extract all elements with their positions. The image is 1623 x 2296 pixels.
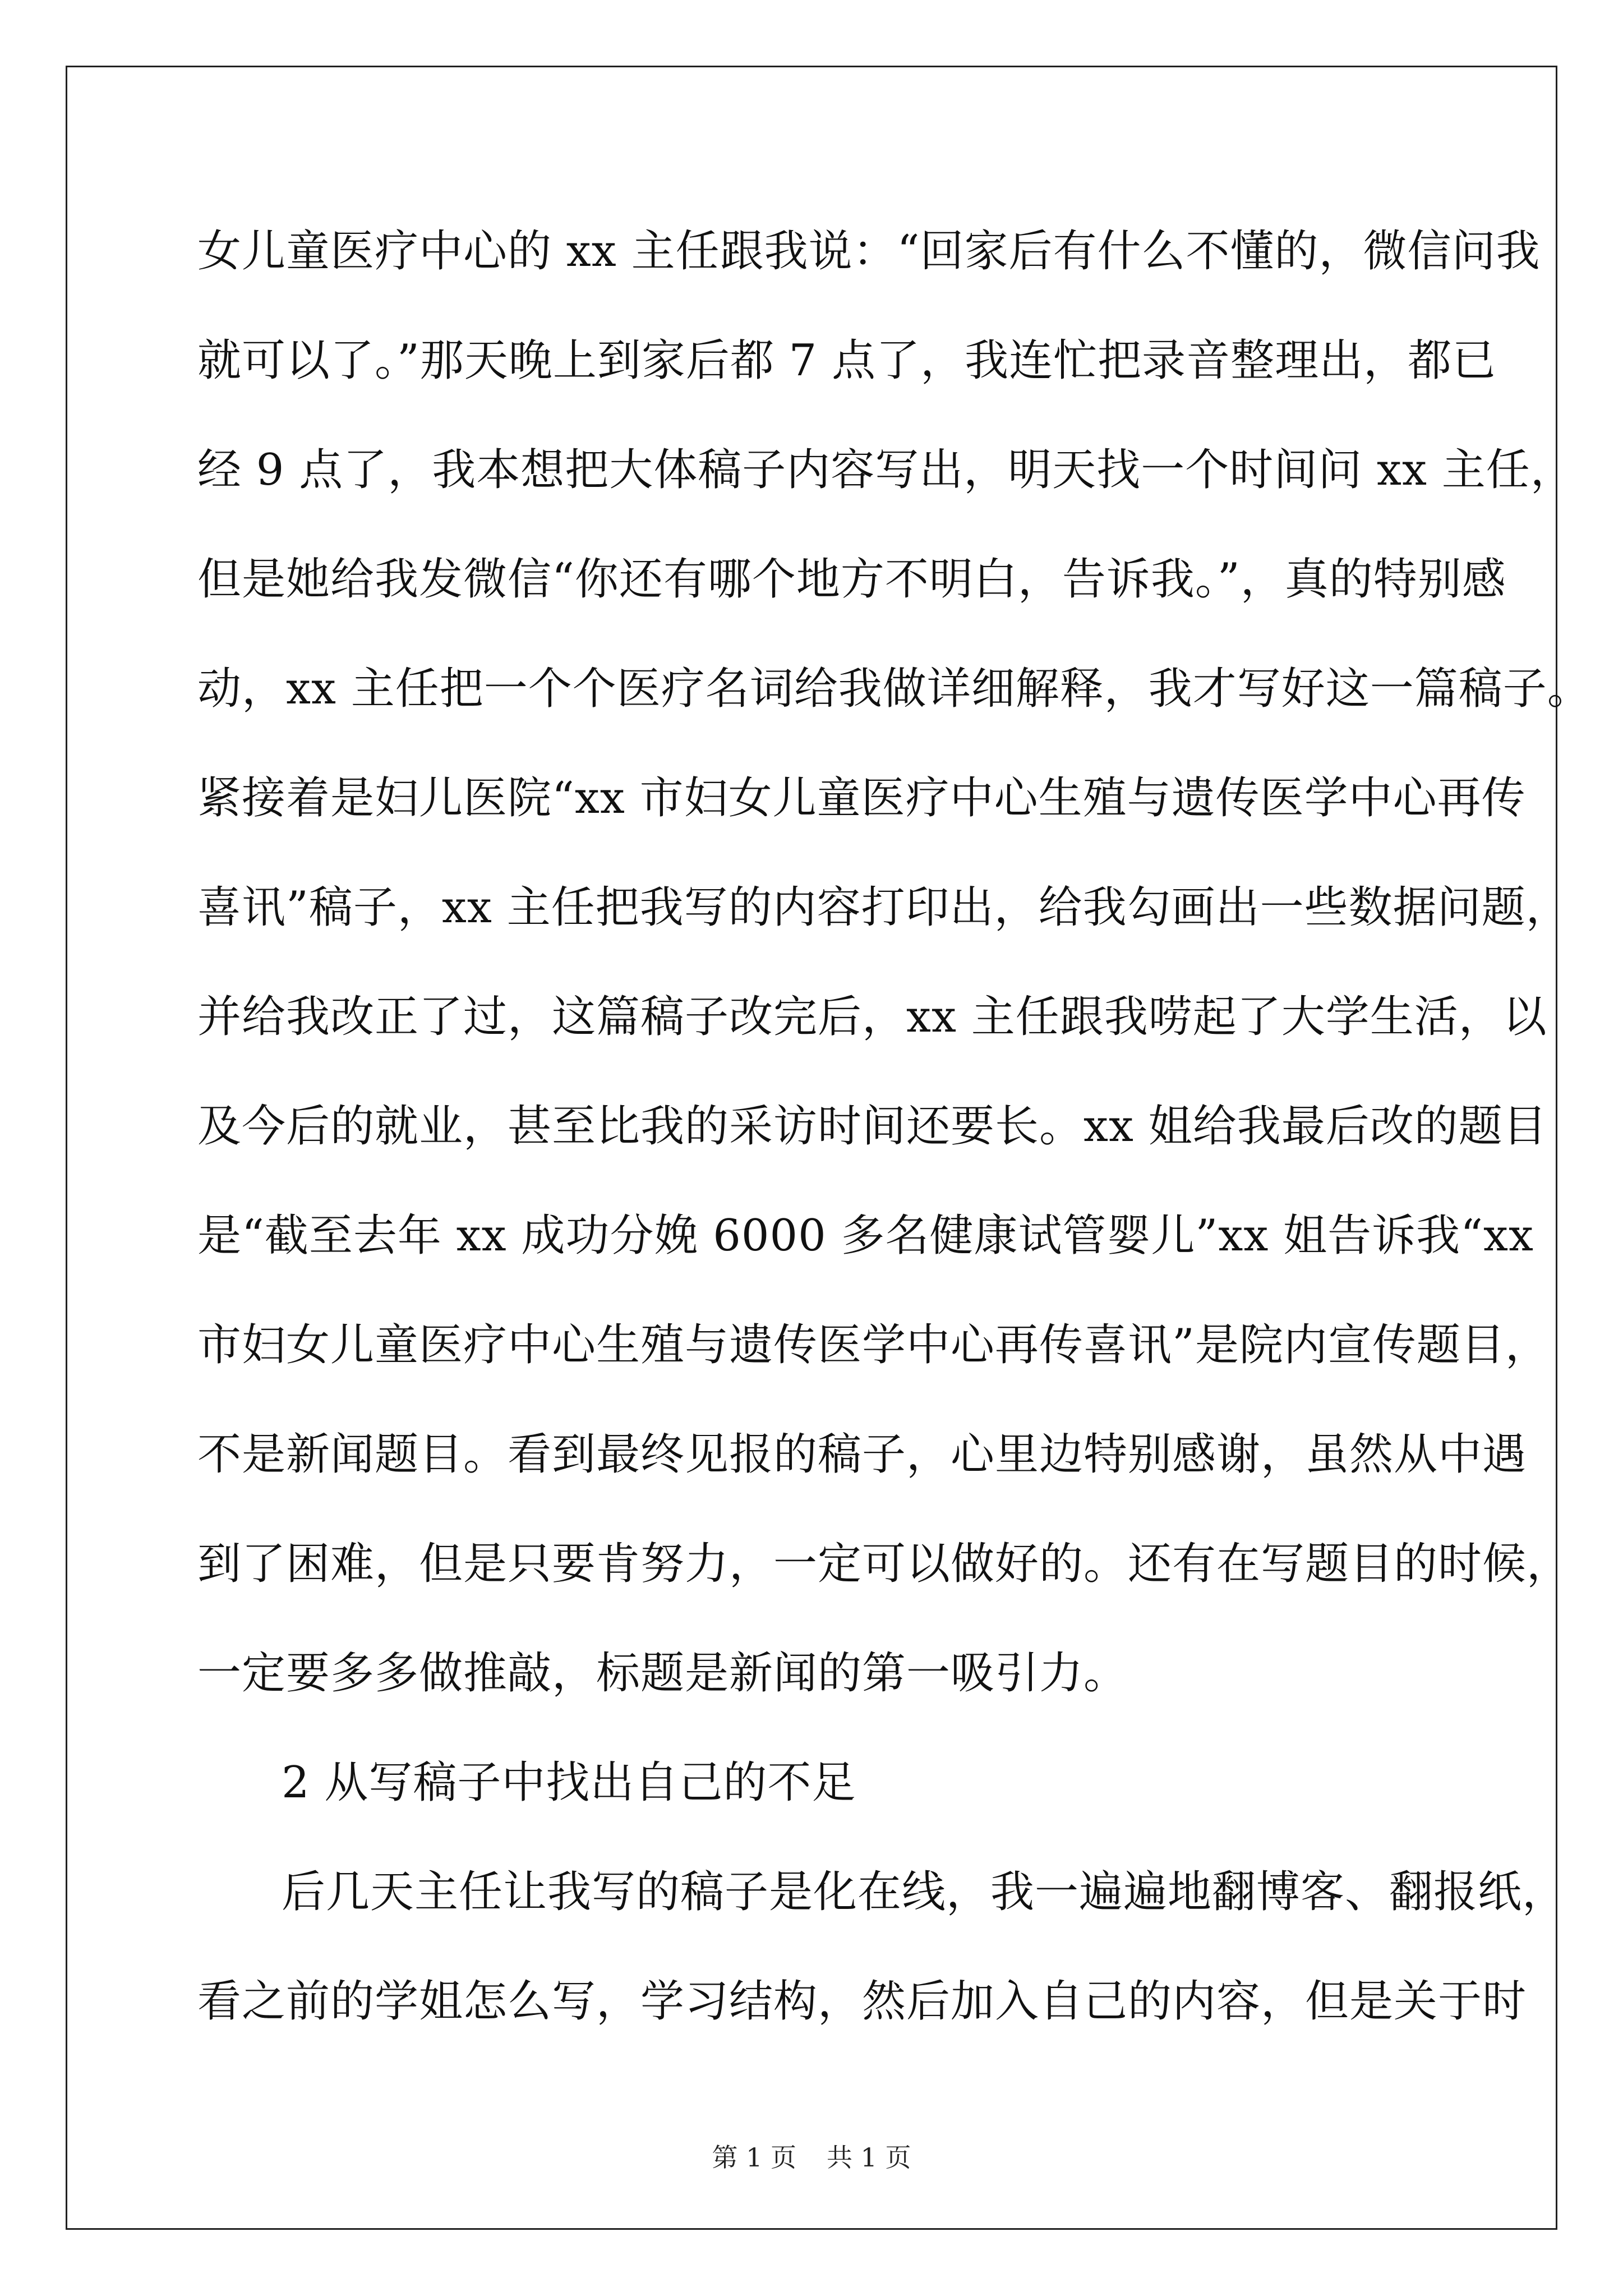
text-line: 并给我改正了过，这篇稿子改完后，xx 主任跟我唠起了大学生活，以 <box>197 992 1547 1042</box>
text-line: 是“截至去年 xx 成功分娩 6000 多名健康试管婴儿”xx 姐告诉我“xx <box>197 1211 1534 1261</box>
text-line: 紧接着是妇儿医院“xx 市妇女儿童医疗中心生殖与遗传医学中心再传 <box>197 773 1526 823</box>
text-line: 女儿童医疗中心的 xx 主任跟我说：“回家后有什么不懂的，微信问我 <box>197 226 1541 277</box>
text-line: 经 9 点了，我本想把大体稿子内容写出，明天找一个时间问 xx 主任， <box>197 445 1575 495</box>
text-line: 就可以了。”那天晚上到家后都 7 点了，我连忙把录音整理出，都已 <box>197 335 1497 386</box>
text-line: 一定要多多做推敲，标题是新闻的第一吸引力。 <box>197 1648 1128 1699</box>
text-line: 看之前的学姐怎么写，学习结构，然后加入自己的内容，但是关于时 <box>197 1976 1527 2027</box>
text-line: 后几天主任让我写的稿子是化在线，我一遍遍地翻博客、翻报纸， <box>282 1867 1567 1917</box>
page-number: 第 1 页 <box>712 2142 796 2173</box>
document-body <box>197 206 1592 2066</box>
section-heading: 2 从写稿子中找出自己的不足 <box>282 1757 856 1808</box>
text-line: 但是她给我发微信“你还有哪个地方不明白，告诉我。”，真的特别感 <box>197 554 1506 605</box>
text-line: 市妇女儿童医疗中心生殖与遗传医学中心再传喜讯”是院内宣传题目， <box>197 1320 1550 1370</box>
text-line: 喜讯”稿子，xx 主任把我写的内容打印出，给我勾画出一些数据问题， <box>197 882 1570 933</box>
text-line: 不是新闻题目。看到最终见报的稿子，心里边特别感谢，虽然从中遇 <box>197 1429 1527 1480</box>
page-footer <box>0 2141 1623 2174</box>
text-line: 动，xx 主任把一个个医疗名词给我做详细解释，我才写好这一篇稿子。 <box>197 664 1592 714</box>
text-line: 及今后的就业，甚至比我的采访时间还要长。xx 姐给我最后改的题目 <box>197 1101 1547 1152</box>
page-total: 共 1 页 <box>827 2142 911 2173</box>
text-line: 到了困难，但是只要肯努力，一定可以做好的。还有在写题目的时候， <box>197 1539 1571 1589</box>
